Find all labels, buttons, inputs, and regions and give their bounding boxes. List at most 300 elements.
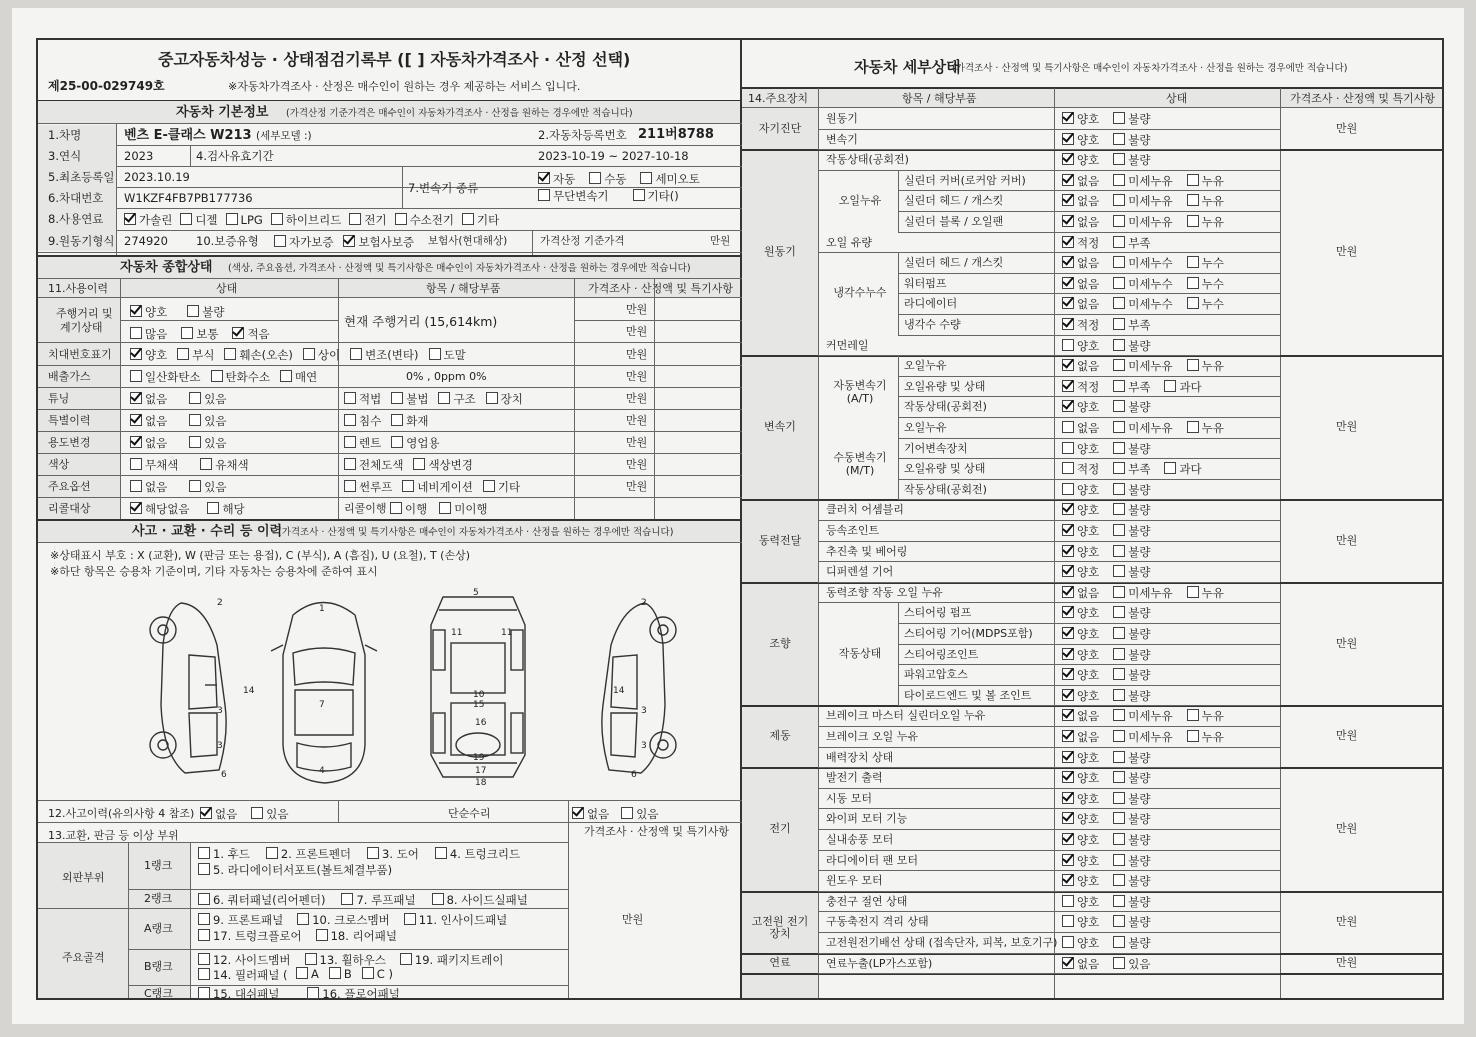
checkbox[interactable]: [1113, 606, 1125, 618]
item-status-option[interactable]: 없음: [1062, 359, 1099, 373]
rankA-part-option[interactable]: 10. 크로스멤버: [297, 913, 390, 927]
item-status-option[interactable]: 누유: [1187, 421, 1224, 435]
checkbox[interactable]: [1062, 112, 1074, 124]
rankB-pillar-part-option[interactable]: 14. 필러패널 (: [198, 968, 288, 982]
item-status-option[interactable]: 양호: [1062, 442, 1099, 456]
recall-fix-option[interactable]: 이행: [390, 502, 427, 516]
item-status-option[interactable]: 미세누유: [1113, 730, 1172, 744]
item-status-option[interactable]: 누유: [1187, 215, 1224, 229]
item-status-option[interactable]: 양호: [1062, 503, 1099, 517]
recall-option[interactable]: 해당없음: [130, 502, 189, 516]
item-status-option[interactable]: 양호: [1062, 483, 1099, 497]
checkbox[interactable]: [1062, 483, 1074, 495]
checkbox[interactable]: [1113, 957, 1125, 969]
checkbox[interactable]: [429, 348, 441, 360]
checkbox[interactable]: [274, 235, 286, 247]
item-status-option[interactable]: 양호: [1062, 833, 1099, 847]
item-status-option[interactable]: 양호: [1062, 854, 1099, 868]
checkbox[interactable]: [640, 172, 652, 184]
checkbox[interactable]: [1113, 236, 1125, 248]
item-status-option[interactable]: 양호: [1062, 606, 1099, 620]
item-status-option[interactable]: 누수: [1187, 277, 1224, 291]
frame-mark-option[interactable]: 도말: [429, 348, 466, 362]
checkbox[interactable]: [1113, 215, 1125, 227]
item-status-option[interactable]: 미세누유: [1113, 709, 1172, 723]
rankA-part-option[interactable]: 9. 프론트패널: [198, 913, 283, 927]
checkbox[interactable]: [200, 807, 212, 819]
checkbox[interactable]: [1113, 174, 1125, 186]
item-status-option[interactable]: 불량: [1113, 545, 1150, 559]
item-status-option[interactable]: 누유: [1187, 194, 1224, 208]
fuel-option[interactable]: 가솔린: [124, 213, 172, 227]
item-status-option[interactable]: 양호: [1062, 400, 1099, 414]
checkbox[interactable]: [1113, 297, 1125, 309]
checkbox[interactable]: [1113, 483, 1125, 495]
checkbox[interactable]: [402, 480, 414, 492]
checkbox[interactable]: [189, 414, 201, 426]
checkbox[interactable]: [1187, 174, 1199, 186]
checkbox[interactable]: [1062, 174, 1074, 186]
rankB-pillar-ab-option[interactable]: C ): [362, 967, 393, 981]
status-5-option[interactable]: 유채색: [200, 458, 248, 472]
checkbox[interactable]: [305, 953, 317, 965]
checkbox[interactable]: [189, 480, 201, 492]
checkbox[interactable]: [349, 213, 361, 225]
checkbox[interactable]: [1187, 215, 1199, 227]
rankA-part-option[interactable]: 11. 인사이드패널: [404, 913, 508, 927]
checkbox[interactable]: [1187, 709, 1199, 721]
checkbox[interactable]: [1113, 771, 1125, 783]
status-4-option[interactable]: 없음: [130, 436, 167, 450]
checkbox[interactable]: [1062, 380, 1074, 392]
fuel-option[interactable]: 하이브리드: [271, 213, 342, 227]
checkbox[interactable]: [177, 348, 189, 360]
item-status-option[interactable]: 미세누유: [1113, 194, 1172, 208]
item-status-option[interactable]: 없음: [1062, 709, 1099, 723]
checkbox[interactable]: [271, 213, 283, 225]
status-4-option[interactable]: 있음: [189, 436, 226, 450]
item-status-option[interactable]: 불량: [1113, 854, 1150, 868]
checkbox[interactable]: [1187, 256, 1199, 268]
detail-2-option[interactable]: 적법: [344, 392, 381, 406]
rank1-part-option[interactable]: 2. 프론트펜더: [266, 847, 351, 861]
checkbox[interactable]: [1113, 792, 1125, 804]
detail-5-option[interactable]: 전체도색: [344, 458, 403, 472]
item-status-option[interactable]: 불량: [1113, 874, 1150, 888]
item-status-option[interactable]: 불량: [1113, 792, 1150, 806]
checkbox[interactable]: [1062, 277, 1074, 289]
checkbox[interactable]: [130, 436, 142, 448]
checkbox[interactable]: [538, 172, 550, 184]
item-status-option[interactable]: 양호: [1062, 545, 1099, 559]
checkbox[interactable]: [280, 370, 292, 382]
checkbox[interactable]: [198, 863, 210, 875]
checkbox[interactable]: [483, 480, 495, 492]
detail-6-option[interactable]: 썬루프: [344, 480, 392, 494]
checkbox[interactable]: [1062, 256, 1074, 268]
checkbox[interactable]: [296, 967, 308, 979]
item-status-option[interactable]: 누유: [1187, 586, 1224, 600]
checkbox[interactable]: [1062, 503, 1074, 515]
checkbox[interactable]: [1113, 936, 1125, 948]
item-status-option[interactable]: 미세누유: [1113, 359, 1172, 373]
item-status-option[interactable]: 누유: [1187, 730, 1224, 744]
rankB-pillar-ab-option[interactable]: A: [296, 967, 319, 981]
checkbox[interactable]: [341, 893, 353, 905]
checkbox[interactable]: [211, 370, 223, 382]
item-status-option[interactable]: 부족: [1113, 318, 1150, 332]
checkbox[interactable]: [207, 502, 219, 514]
checkbox[interactable]: [1062, 668, 1074, 680]
checkbox[interactable]: [1062, 318, 1074, 330]
checkbox[interactable]: [1062, 833, 1074, 845]
recall-option[interactable]: 해당: [207, 502, 244, 516]
checkbox[interactable]: [224, 348, 236, 360]
checkbox[interactable]: [1062, 854, 1074, 866]
detail-6-option[interactable]: 네비게이션: [402, 480, 473, 494]
checkbox[interactable]: [1113, 359, 1125, 371]
item-status-option[interactable]: 불량: [1113, 112, 1150, 126]
item-status-option[interactable]: 누수: [1187, 297, 1224, 311]
transmission-option[interactable]: 세미오토: [640, 172, 699, 186]
checkbox[interactable]: [413, 458, 425, 470]
checkbox[interactable]: [1062, 339, 1074, 351]
checkbox[interactable]: [180, 213, 192, 225]
checkbox[interactable]: [1113, 545, 1125, 557]
item-status-option[interactable]: 없음: [1062, 957, 1099, 971]
fuel-option[interactable]: 디젤: [180, 213, 217, 227]
frame-mark-option[interactable]: 양호: [130, 348, 167, 362]
item-status-option[interactable]: 불량: [1113, 812, 1150, 826]
checkbox[interactable]: [1062, 627, 1074, 639]
checkbox[interactable]: [1062, 792, 1074, 804]
checkbox[interactable]: [1113, 751, 1125, 763]
item-status-option[interactable]: 양호: [1062, 627, 1099, 641]
item-status-option[interactable]: 양호: [1062, 648, 1099, 662]
status-2-option[interactable]: 있음: [189, 392, 226, 406]
checkbox[interactable]: [486, 392, 498, 404]
item-status-option[interactable]: 누유: [1187, 174, 1224, 188]
item-status-option[interactable]: 미세누수: [1113, 256, 1172, 270]
checkbox[interactable]: [1113, 668, 1125, 680]
rankC-part-option[interactable]: 15. 대쉬패널: [198, 987, 279, 1001]
checkbox[interactable]: [572, 807, 584, 819]
checkbox[interactable]: [1187, 421, 1199, 433]
item-status-option[interactable]: 없음: [1062, 421, 1099, 435]
checkbox[interactable]: [1187, 297, 1199, 309]
checkbox[interactable]: [435, 847, 447, 859]
mileage-level-option[interactable]: 적음: [232, 327, 269, 341]
detail-3-option[interactable]: 침수: [344, 414, 381, 428]
checkbox[interactable]: [1113, 648, 1125, 660]
item-status-option[interactable]: 미세누유: [1113, 586, 1172, 600]
item-status-option[interactable]: 불량: [1113, 339, 1150, 353]
transmission-extra-option[interactable]: 무단변속기: [538, 189, 609, 203]
mileage-gauge-option[interactable]: 불량: [187, 305, 224, 319]
checkbox[interactable]: [251, 807, 263, 819]
item-status-option[interactable]: 없음: [1062, 194, 1099, 208]
checkbox[interactable]: [130, 305, 142, 317]
checkbox[interactable]: [1113, 854, 1125, 866]
item-status-option[interactable]: 미세누유: [1113, 421, 1172, 435]
checkbox[interactable]: [316, 929, 328, 941]
detail-2-option[interactable]: 장치: [486, 392, 523, 406]
checkbox[interactable]: [344, 392, 356, 404]
checkbox[interactable]: [1187, 359, 1199, 371]
item-status-option[interactable]: 양호: [1062, 524, 1099, 538]
checkbox[interactable]: [1062, 442, 1074, 454]
rank2-part-option[interactable]: 8. 사이드실패널: [432, 893, 528, 907]
item-status-option[interactable]: 불량: [1113, 400, 1150, 414]
warranty-option[interactable]: 보험사보증: [343, 235, 414, 249]
item-status-option[interactable]: 과다: [1164, 380, 1201, 394]
rank2-part-option[interactable]: 7. 루프패널: [341, 893, 415, 907]
detail-4-option[interactable]: 영업용: [391, 436, 439, 450]
checkbox[interactable]: [1187, 586, 1199, 598]
simple-repair-option[interactable]: 없음: [572, 807, 609, 821]
checkbox[interactable]: [344, 480, 356, 492]
item-status-option[interactable]: 불량: [1113, 503, 1150, 517]
checkbox[interactable]: [1113, 318, 1125, 330]
item-status-option[interactable]: 불량: [1113, 606, 1150, 620]
item-status-option[interactable]: 미세누수: [1113, 297, 1172, 311]
item-status-option[interactable]: 없음: [1062, 586, 1099, 600]
checkbox[interactable]: [189, 392, 201, 404]
detail-4-option[interactable]: 렌트: [344, 436, 381, 450]
checkbox[interactable]: [400, 953, 412, 965]
checkbox[interactable]: [1113, 627, 1125, 639]
item-status-option[interactable]: 불량: [1113, 771, 1150, 785]
item-status-option[interactable]: 불량: [1113, 442, 1150, 456]
checkbox[interactable]: [1113, 730, 1125, 742]
item-status-option[interactable]: 누유: [1187, 359, 1224, 373]
checkbox[interactable]: [1113, 380, 1125, 392]
mileage-gauge-option[interactable]: 양호: [130, 305, 167, 319]
checkbox[interactable]: [1113, 874, 1125, 886]
checkbox[interactable]: [1062, 462, 1074, 474]
checkbox[interactable]: [1113, 112, 1125, 124]
item-status-option[interactable]: 불량: [1113, 565, 1150, 579]
item-status-option[interactable]: 불량: [1113, 133, 1150, 147]
checkbox[interactable]: [297, 913, 309, 925]
rank1-part-option[interactable]: 1. 후드: [198, 847, 250, 861]
item-status-option[interactable]: 양호: [1062, 874, 1099, 888]
frame-mark-option[interactable]: 훼손(오손): [224, 348, 292, 362]
checkbox[interactable]: [1062, 689, 1074, 701]
checkbox[interactable]: [130, 392, 142, 404]
rank1-part-extra-option[interactable]: 5. 라디에이터서포트(볼트체결부품): [198, 863, 392, 877]
checkbox[interactable]: [198, 987, 210, 999]
item-status-option[interactable]: 없음: [1062, 277, 1099, 291]
checkbox[interactable]: [1113, 256, 1125, 268]
rank1-part-option[interactable]: 3. 도어: [367, 847, 419, 861]
checkbox[interactable]: [391, 392, 403, 404]
checkbox[interactable]: [266, 847, 278, 859]
detail-2-option[interactable]: 불법: [391, 392, 428, 406]
status-3-option[interactable]: 있음: [189, 414, 226, 428]
checkbox[interactable]: [1062, 586, 1074, 598]
status-3-option[interactable]: 없음: [130, 414, 167, 428]
transmission-option[interactable]: 자동: [538, 172, 575, 186]
checkbox[interactable]: [198, 968, 210, 980]
item-status-option[interactable]: 양호: [1062, 668, 1099, 682]
item-status-option[interactable]: 양호: [1062, 153, 1099, 167]
checkbox[interactable]: [198, 893, 210, 905]
checkbox[interactable]: [1113, 895, 1125, 907]
checkbox[interactable]: [1062, 153, 1074, 165]
item-status-option[interactable]: 부족: [1113, 236, 1150, 250]
simple-repair-option[interactable]: 있음: [621, 807, 658, 821]
checkbox[interactable]: [1187, 730, 1199, 742]
item-status-option[interactable]: 없음: [1062, 256, 1099, 270]
accident-history-option[interactable]: 있음: [251, 807, 288, 821]
checkbox[interactable]: [390, 502, 402, 514]
item-status-option[interactable]: 양호: [1062, 812, 1099, 826]
checkbox[interactable]: [1062, 895, 1074, 907]
checkbox[interactable]: [1113, 153, 1125, 165]
checkbox[interactable]: [1113, 709, 1125, 721]
item-status-option[interactable]: 불량: [1113, 689, 1150, 703]
checkbox[interactable]: [1113, 194, 1125, 206]
checkbox[interactable]: [1113, 833, 1125, 845]
checkbox[interactable]: [198, 929, 210, 941]
item-status-option[interactable]: 부족: [1113, 462, 1150, 476]
item-status-option[interactable]: 없음: [1062, 174, 1099, 188]
item-status-option[interactable]: 없음: [1062, 297, 1099, 311]
checkbox[interactable]: [1062, 648, 1074, 660]
checkbox[interactable]: [391, 436, 403, 448]
checkbox[interactable]: [432, 893, 444, 905]
checkbox[interactable]: [1062, 812, 1074, 824]
item-status-option[interactable]: 적정: [1062, 318, 1099, 332]
item-status-option[interactable]: 없음: [1062, 730, 1099, 744]
rankB-pillar-ab-option[interactable]: B: [329, 967, 352, 981]
item-status-option[interactable]: 적정: [1062, 380, 1099, 394]
frame-mark-option[interactable]: 변조(변타): [350, 348, 418, 362]
checkbox[interactable]: [362, 967, 374, 979]
checkbox[interactable]: [1062, 730, 1074, 742]
frame-mark-option[interactable]: 부식: [177, 348, 214, 362]
item-status-option[interactable]: 미세누유: [1113, 215, 1172, 229]
checkbox[interactable]: [1164, 380, 1176, 392]
emission-option[interactable]: 탄화수소: [211, 370, 270, 384]
checkbox[interactable]: [1113, 565, 1125, 577]
checkbox[interactable]: [200, 458, 212, 470]
transmission-option[interactable]: 수동: [589, 172, 626, 186]
rankA-part-extra-option[interactable]: 17. 트렁크플로어: [198, 929, 302, 943]
checkbox[interactable]: [633, 189, 645, 201]
item-status-option[interactable]: 양호: [1062, 936, 1099, 950]
item-status-option[interactable]: 양호: [1062, 565, 1099, 579]
detail-2-option[interactable]: 구조: [438, 392, 475, 406]
checkbox[interactable]: [198, 847, 210, 859]
checkbox[interactable]: [1187, 194, 1199, 206]
checkbox[interactable]: [439, 502, 451, 514]
checkbox[interactable]: [130, 348, 142, 360]
checkbox[interactable]: [130, 414, 142, 426]
item-status-option[interactable]: 양호: [1062, 751, 1099, 765]
checkbox[interactable]: [1062, 133, 1074, 145]
item-status-option[interactable]: 있음: [1113, 957, 1150, 971]
checkbox[interactable]: [130, 480, 142, 492]
accident-history-option[interactable]: 없음: [200, 807, 237, 821]
fuel-option[interactable]: 수소전기: [395, 213, 454, 227]
checkbox[interactable]: [198, 913, 210, 925]
mileage-level-option[interactable]: 보통: [181, 327, 218, 341]
checkbox[interactable]: [1113, 462, 1125, 474]
item-status-option[interactable]: 적정: [1062, 236, 1099, 250]
item-status-option[interactable]: 미세누유: [1113, 174, 1172, 188]
checkbox[interactable]: [181, 327, 193, 339]
checkbox[interactable]: [1062, 297, 1074, 309]
checkbox[interactable]: [124, 213, 136, 225]
checkbox[interactable]: [344, 458, 356, 470]
checkbox[interactable]: [1113, 442, 1125, 454]
item-status-option[interactable]: 불량: [1113, 483, 1150, 497]
checkbox[interactable]: [1062, 421, 1074, 433]
item-status-option[interactable]: 불량: [1113, 833, 1150, 847]
emission-option[interactable]: 매연: [280, 370, 317, 384]
item-status-option[interactable]: 불량: [1113, 751, 1150, 765]
checkbox[interactable]: [1062, 606, 1074, 618]
item-status-option[interactable]: 불량: [1113, 936, 1150, 950]
checkbox[interactable]: [1113, 133, 1125, 145]
item-status-option[interactable]: 양호: [1062, 339, 1099, 353]
checkbox[interactable]: [226, 213, 238, 225]
checkbox[interactable]: [344, 414, 356, 426]
checkbox[interactable]: [1113, 586, 1125, 598]
checkbox[interactable]: [1113, 400, 1125, 412]
checkbox[interactable]: [307, 987, 319, 999]
rankB-part-option[interactable]: 13. 휠하우스: [305, 953, 386, 967]
checkbox[interactable]: [1062, 957, 1074, 969]
checkbox[interactable]: [1113, 277, 1125, 289]
checkbox[interactable]: [1062, 236, 1074, 248]
checkbox[interactable]: [130, 502, 142, 514]
item-status-option[interactable]: 과다: [1164, 462, 1201, 476]
item-status-option[interactable]: 미세누수: [1113, 277, 1172, 291]
checkbox[interactable]: [462, 213, 474, 225]
checkbox[interactable]: [130, 370, 142, 382]
recall-fix-option[interactable]: 미이행: [439, 502, 487, 516]
item-status-option[interactable]: 불량: [1113, 648, 1150, 662]
checkbox[interactable]: [395, 213, 407, 225]
checkbox[interactable]: [1062, 194, 1074, 206]
checkbox[interactable]: [367, 847, 379, 859]
rankB-part-option[interactable]: 12. 사이드멤버: [198, 953, 291, 967]
checkbox[interactable]: [589, 172, 601, 184]
rankA-part-extra-option[interactable]: 18. 리어패널: [316, 929, 397, 943]
checkbox[interactable]: [1062, 751, 1074, 763]
checkbox[interactable]: [1062, 771, 1074, 783]
checkbox[interactable]: [1062, 709, 1074, 721]
checkbox[interactable]: [1187, 277, 1199, 289]
item-status-option[interactable]: 불량: [1113, 627, 1150, 641]
detail-6-option[interactable]: 기타: [483, 480, 520, 494]
checkbox[interactable]: [404, 913, 416, 925]
checkbox[interactable]: [1113, 689, 1125, 701]
status-6-option[interactable]: 없음: [130, 480, 167, 494]
checkbox[interactable]: [1062, 915, 1074, 927]
checkbox[interactable]: [1113, 421, 1125, 433]
checkbox[interactable]: [198, 953, 210, 965]
item-status-option[interactable]: 양호: [1062, 771, 1099, 785]
item-status-option[interactable]: 양호: [1062, 895, 1099, 909]
checkbox[interactable]: [350, 348, 362, 360]
checkbox[interactable]: [1062, 215, 1074, 227]
checkbox[interactable]: [391, 414, 403, 426]
item-status-option[interactable]: 누수: [1187, 256, 1224, 270]
